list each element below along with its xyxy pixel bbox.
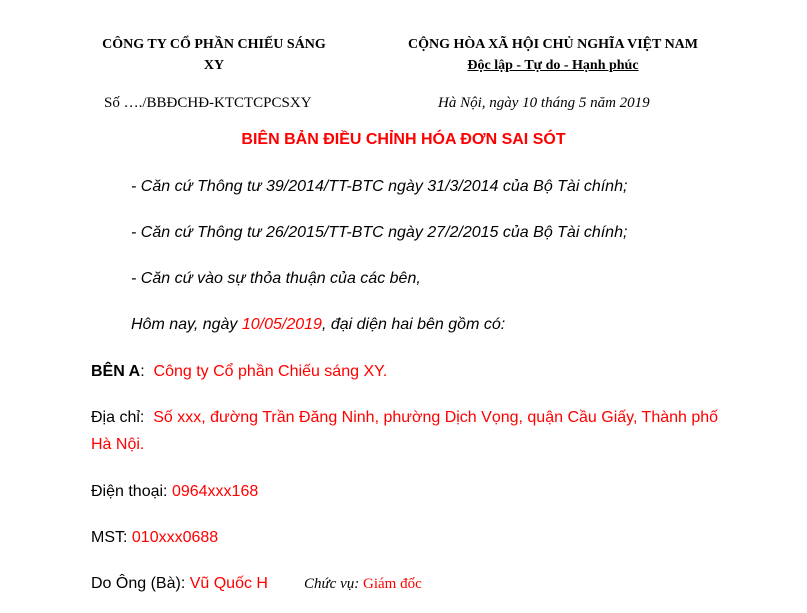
party-a-tax-code xyxy=(91,529,218,547)
place-and-date: Hà Nội, ngày 10 tháng 5 năm 2019 xyxy=(438,95,650,111)
document-number: Số …./BBĐCHĐ-KTCTCPCSXY xyxy=(104,95,312,111)
address-value: Số xxx, đường Trần Đăng Ninh, phường Dịch Vọng, quận Cầu Giấy, Thành phố xyxy=(153,409,719,426)
national-motto: Độc lập - Tự do - Hạnh phúc xyxy=(467,58,639,73)
rep-value: Vũ Quốc H xyxy=(189,575,268,592)
tax-label: MST: xyxy=(91,529,128,546)
phone-label: Điện thoại: xyxy=(91,483,168,500)
party-a-address-line2: Hà Nội. xyxy=(91,436,145,453)
meeting-date: 10/05/2019 xyxy=(241,316,322,333)
today-prefix: Hôm nay, ngày xyxy=(131,316,242,333)
party-a-name: Công ty Cổ phần Chiếu sáng XY. xyxy=(153,363,388,380)
address-label: Địa chỉ: xyxy=(91,409,145,426)
document-title: BIÊN BẢN ĐIỀU CHỈNH HÓA ĐƠN SAI SÓT xyxy=(241,131,566,148)
party-a-position xyxy=(304,576,422,593)
party-a-label: BÊN A xyxy=(91,363,141,380)
position-value: Giám đốc xyxy=(363,576,422,592)
legal-basis-2: - Căn cứ Thông tư 26/2015/TT-BTC ngày 27/2/2015 của Bộ Tài chính; xyxy=(131,224,628,241)
party-a-representative xyxy=(91,575,268,593)
today-suffix: , đại diện hai bên gồm có: xyxy=(321,316,506,333)
legal-basis-1: - Căn cứ Thông tư 39/2014/TT-BTC ngày 31/3/2014 của Bộ Tài chính; xyxy=(131,178,628,195)
legal-basis-3: - Căn cứ vào sự thỏa thuận của các bên, xyxy=(131,270,421,287)
national-title: CỘNG HÒA XÃ HỘI CHỦ NGHĨA VIỆT NAM xyxy=(407,37,698,52)
company-name-line2: XY xyxy=(203,58,225,73)
rep-label: Do Ông (Bà): xyxy=(91,575,186,592)
today-statement xyxy=(131,316,505,334)
party-a-line xyxy=(91,363,387,381)
party-a-colon: : xyxy=(140,363,145,380)
party-a-phone xyxy=(91,483,258,501)
party-a-address-line1 xyxy=(91,409,718,427)
tax-value: 010xxx0688 xyxy=(131,529,219,546)
phone-value: 0964xxx168 xyxy=(171,483,259,500)
position-label: Chức vụ: xyxy=(304,576,360,592)
company-name-line1: CÔNG TY CỔ PHẦN CHIẾU SÁNG xyxy=(102,37,326,52)
